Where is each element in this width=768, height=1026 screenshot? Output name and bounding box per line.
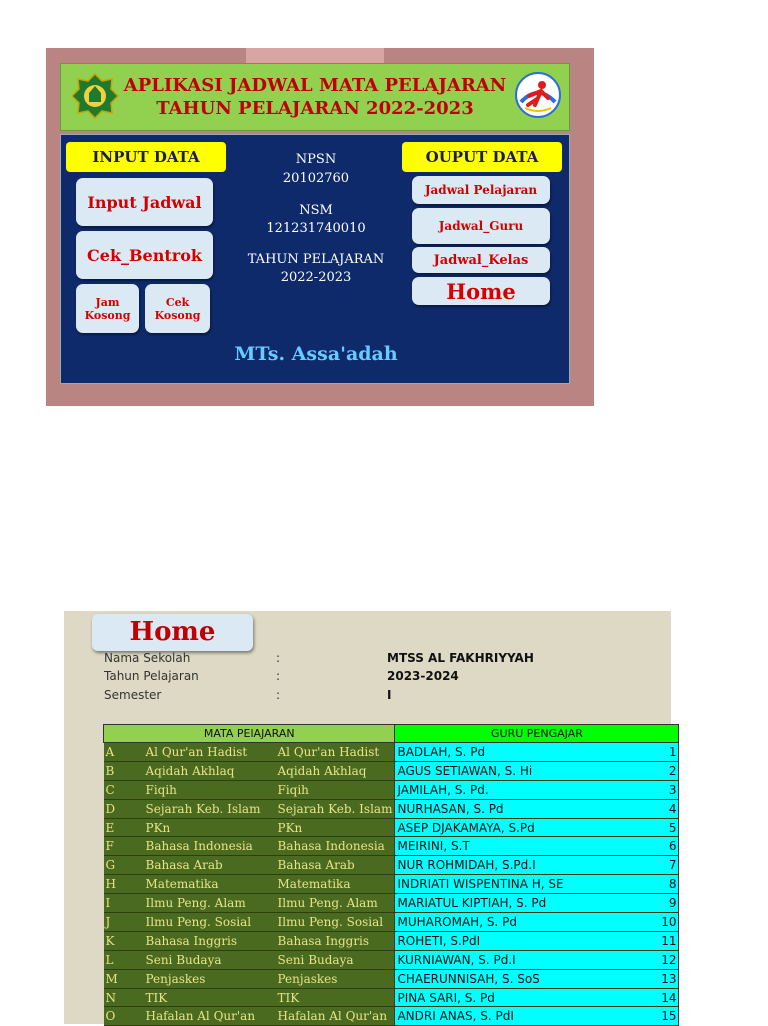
cell-code: I — [104, 894, 144, 913]
table-row — [104, 799, 679, 818]
cell-code: K — [104, 931, 144, 950]
cell-teacher: PINA SARI, S. Pd — [395, 988, 641, 1007]
cell-subject: Al Qur'an Hadist — [144, 743, 276, 762]
field-label-nama-sekolah: Nama Sekolah — [104, 651, 191, 665]
tahun-pelajaran-value: 2022-2023 — [280, 270, 352, 285]
cell-code: M — [104, 969, 144, 988]
cell-subject: Sejarah Keb. Islam — [144, 799, 276, 818]
cell-number: 9 — [641, 894, 679, 913]
cell-number: 5 — [641, 818, 679, 837]
table-row — [104, 1007, 679, 1026]
cell-teacher: MARIATUL KIPTIAH, S. Pd — [395, 894, 641, 913]
school-logo-icon — [515, 72, 561, 118]
app-title — [61, 74, 569, 120]
header-guru-pengajar: GURU PENGAJAR — [395, 725, 679, 743]
jadwal-kelas-button[interactable]: Jadwal_Kelas — [412, 247, 550, 273]
field-sep-semester: : — [276, 688, 281, 702]
cell-subject: Penjaskes — [144, 969, 276, 988]
cell-subject-short: Ilmu Peng. Sosial — [276, 913, 395, 932]
cell-teacher: MUHAROMAH, S. Pd — [395, 913, 641, 932]
dashboard-frame-tab — [246, 48, 384, 64]
cell-teacher: AGUS SETIAWAN, S. Hi — [395, 761, 641, 780]
cell-subject: Ilmu Peng. Sosial — [144, 913, 276, 932]
jadwal-pelajaran-button[interactable]: Jadwal Pelajaran — [412, 176, 550, 204]
input-data-header: INPUT DATA — [66, 142, 226, 172]
output-data-header: OUPUT DATA — [402, 142, 562, 172]
cell-number: 6 — [641, 837, 679, 856]
cell-code: F — [104, 837, 144, 856]
cell-subject-short: Hafalan Al Qur'an — [276, 1007, 395, 1026]
cek-bentrok-button[interactable]: Cek_Bentrok — [76, 231, 213, 279]
cell-subject-short: Seni Budaya — [276, 950, 395, 969]
cell-number: 11 — [641, 931, 679, 950]
cell-subject: PKn — [144, 818, 276, 837]
home-button-sheet[interactable]: Home — [92, 614, 253, 651]
cell-number: 4 — [641, 799, 679, 818]
home-button-top[interactable]: Home — [412, 277, 550, 305]
cell-number: 7 — [641, 856, 679, 875]
table-row — [104, 780, 679, 799]
cell-subject: Bahasa Arab — [144, 856, 276, 875]
cell-code: E — [104, 818, 144, 837]
cell-subject: Bahasa Inggris — [144, 931, 276, 950]
cell-code: H — [104, 875, 144, 894]
cell-subject: Hafalan Al Qur'an — [144, 1007, 276, 1026]
input-jadwal-button[interactable]: Input Jadwal — [76, 178, 213, 226]
cell-code: J — [104, 913, 144, 932]
npsn-value: 20102760 — [282, 171, 350, 186]
cell-number: 15 — [641, 1007, 679, 1026]
cell-teacher: ANDRI ANAS, S. PdI — [395, 1007, 641, 1026]
cell-teacher: INDRIATI WISPENTINA H, SE — [395, 875, 641, 894]
cell-teacher: CHAERUNNISAH, S. SoS — [395, 969, 641, 988]
app-title-line1: APLIKASI JADWAL MATA PELAJARAN — [123, 75, 507, 96]
dashboard-panel — [60, 134, 570, 384]
header-mata-pelajaran: MATA PElAJARAN — [104, 725, 395, 743]
cek-kosong-button[interactable]: Cek Kosong — [145, 284, 210, 333]
subject-teacher-table — [103, 724, 679, 1026]
cell-subject: Ilmu Peng. Alam — [144, 894, 276, 913]
table-row — [104, 969, 679, 988]
cell-teacher: NUR ROHMIDAH, S.Pd.I — [395, 856, 641, 875]
field-label-semester: Semester — [104, 688, 162, 702]
cell-subject-short: Sejarah Keb. Islam — [276, 799, 395, 818]
cell-subject-short: Ilmu Peng. Alam — [276, 894, 395, 913]
table-row — [104, 818, 679, 837]
cell-teacher: KURNIAWAN, S. Pd.I — [395, 950, 641, 969]
field-label-tahun-pelajaran: Tahun Pelajaran — [104, 669, 199, 683]
cell-number: 14 — [641, 988, 679, 1007]
cell-code: D — [104, 799, 144, 818]
cell-code: N — [104, 988, 144, 1007]
cell-subject-short: Bahasa Inggris — [276, 931, 395, 950]
table-row — [104, 743, 679, 762]
app-title-line2: TAHUN PELAJARAN 2022-2023 — [156, 98, 474, 119]
table-row — [104, 875, 679, 894]
cell-subject-short: Fiqih — [276, 780, 395, 799]
cell-code: B — [104, 761, 144, 780]
cell-number: 2 — [641, 761, 679, 780]
table-row — [104, 988, 679, 1007]
cell-subject-short: Bahasa Indonesia — [276, 837, 395, 856]
cell-subject-short: Bahasa Arab — [276, 856, 395, 875]
cell-number: 13 — [641, 969, 679, 988]
cell-code: C — [104, 780, 144, 799]
nsm-label: NSM — [299, 203, 333, 218]
table-row — [104, 837, 679, 856]
table-row — [104, 950, 679, 969]
jam-kosong-button[interactable]: Jam Kosong — [76, 284, 139, 333]
table-row — [104, 913, 679, 932]
tahun-pelajaran-label: TAHUN PELAJARAN — [247, 252, 385, 267]
table-row — [104, 931, 679, 950]
table-row — [104, 856, 679, 875]
cell-code: G — [104, 856, 144, 875]
cell-teacher: JAMILAH, S. Pd. — [395, 780, 641, 799]
cell-subject: Matematika — [144, 875, 276, 894]
cell-subject: TIK — [144, 988, 276, 1007]
cell-number: 8 — [641, 875, 679, 894]
cell-number: 1 — [641, 743, 679, 762]
field-value-semester: I — [387, 688, 392, 702]
cell-teacher: NURHASAN, S. Pd — [395, 799, 641, 818]
cell-code: O — [104, 1007, 144, 1026]
jadwal-guru-button[interactable]: Jadwal_Guru — [412, 208, 550, 244]
cell-teacher: BADLAH, S. Pd — [395, 743, 641, 762]
cell-number: 3 — [641, 780, 679, 799]
cell-subject-short: Al Qur'an Hadist — [276, 743, 395, 762]
cell-subject: Fiqih — [144, 780, 276, 799]
cell-code: A — [104, 743, 144, 762]
field-sep-nama-sekolah: : — [276, 651, 281, 665]
field-value-tahun-pelajaran: 2023-2024 — [387, 669, 459, 683]
table-row — [104, 894, 679, 913]
cell-code: L — [104, 950, 144, 969]
cell-subject-short: PKn — [276, 818, 395, 837]
field-value-nama-sekolah: MTSS AL FAKHRIYYAH — [387, 651, 534, 665]
table-row — [104, 761, 679, 780]
cell-subject: Bahasa Indonesia — [144, 837, 276, 856]
npsn-label: NPSN — [295, 152, 337, 167]
cell-teacher: ASEP DJAKAMAYA, S.Pd — [395, 818, 641, 837]
dashboard-header — [60, 63, 570, 131]
field-sep-tahun-pelajaran: : — [276, 669, 281, 683]
cell-number: 12 — [641, 950, 679, 969]
table-header-row — [104, 725, 679, 743]
nsm-value: 121231740010 — [266, 221, 366, 236]
cell-teacher: ROHETI, S.PdI — [395, 931, 641, 950]
cell-teacher: MEIRINI, S.T — [395, 837, 641, 856]
cell-number: 10 — [641, 913, 679, 932]
cell-subject: Aqidah Akhlaq — [144, 761, 276, 780]
cell-subject-short: Aqidah Akhlaq — [276, 761, 395, 780]
cell-subject-short: Penjaskes — [276, 969, 395, 988]
cell-subject-short: Matematika — [276, 875, 395, 894]
cell-subject-short: TIK — [276, 988, 395, 1007]
school-name: MTs. Assa'adah — [234, 343, 398, 365]
cell-subject: Seni Budaya — [144, 950, 276, 969]
